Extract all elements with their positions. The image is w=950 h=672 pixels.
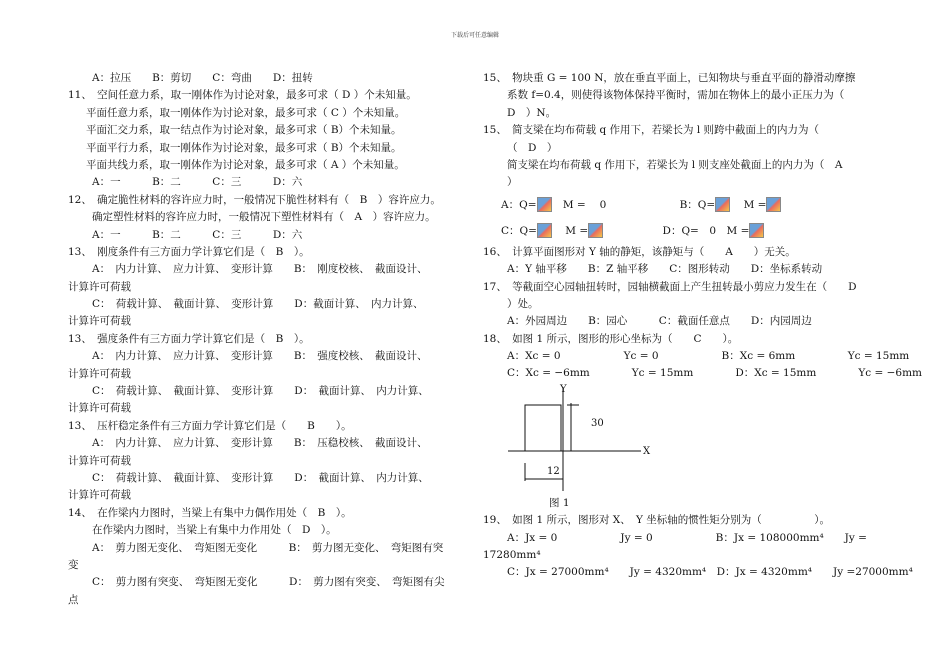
option-b-m: M =: [743, 198, 767, 211]
q14-option-cd: C： 剪力图有突变、 弯矩图无变化 D： 剪力图有突变、 弯矩图有尖: [92, 576, 445, 589]
q13b-option-cd: C： 荷载计算、 截面计算、 变形计算 D： 截面计算、 内力计算、: [92, 385, 429, 398]
q11-line: 平面共线力系，取一刚体作为讨论对象，最多可求（ A ）个未知量。: [86, 158, 405, 171]
q12-line: 确定塑性材料的容许应力时，一般情况下塑性材料有（ A ）容许应力。: [92, 211, 436, 224]
q13c-option-wrap: 计算许可荷载: [68, 454, 131, 467]
q12-question: 12、 确定脆性材料的容许应力时，一般情况下脆性材料有（ B ）容许应力。: [68, 193, 441, 206]
q13b-option-wrap: 计算许可荷载: [68, 402, 131, 415]
formula-image-icon: [537, 223, 552, 238]
right-column: [483, 70, 923, 582]
y-axis-label: Y: [560, 383, 567, 395]
option-b-label: B：Q=: [679, 198, 716, 211]
formula-image-icon: [766, 197, 781, 212]
q13b-question: 13、 强度条件有三方面力学计算它们是（ B ）。: [68, 332, 310, 345]
q15b-options-cd: [483, 218, 883, 244]
figure-caption: 图 1: [549, 496, 570, 509]
q15b-question: 15、 简支梁在均布荷载 q 作用下，若梁长为 l 则跨中截面上的内力为（: [483, 124, 820, 137]
q14-line: 在作梁内力图时，当梁上有集中力作用处（ D ）。: [92, 524, 337, 537]
formula-image-icon: [749, 223, 764, 238]
q15b-options-ab: [483, 192, 883, 218]
q17-options: A：外园周边 B：园心 C：截面任意点 D：内园周边: [507, 315, 812, 328]
q14-option-wrap: 变: [68, 558, 79, 571]
q13c-option-ab: A： 内力计算、 应力计算、 变形计算 B： 压稳校核、 截面设计、: [92, 437, 428, 450]
q11-line: 平面平行力系，取一刚体作为讨论对象，最多可求（ B）个未知量。: [86, 141, 402, 154]
q17-question-cont: ）处。: [507, 297, 539, 310]
dimension-label-12: 12: [547, 465, 560, 477]
q18-options-cd: C：Xc = −6mm Yc = 15mm D：Xc = 15mm Yc = −6mm: [507, 367, 923, 380]
q13a-option-wrap: 计算许可荷载: [68, 315, 131, 328]
q16-options: A：Y 轴平移 B：Z 轴平移 C：图形转动 D：坐标系转动: [507, 263, 823, 276]
q13b-option-ab: A： 内力计算、 应力计算、 变形计算 B： 强度校核、 截面设计、: [92, 350, 428, 363]
q13c-option-wrap: 计算许可荷载: [68, 489, 131, 502]
option-d-label: D：Q= 0 M =: [662, 224, 750, 237]
q15b-question2: 简支梁在均布荷载 q 作用下，若梁长为 l 则支座处截面上的内力为（ A: [507, 158, 843, 171]
q11-line: 平面汇交力系，取一结点作为讨论对象，最多可求（ B）个未知量。: [86, 124, 402, 137]
formula-image-icon: [588, 223, 603, 238]
q19-options-cd: C：Jx = 27000mm⁴ Jy = 4320mm⁴ D：Jx = 4320mm⁴ Jy =27000mm⁴: [507, 566, 913, 579]
figure-1: [483, 383, 883, 495]
q15a-question-cont: D ）N。: [507, 106, 557, 119]
q15b-question2-cont: ）: [507, 176, 518, 189]
q13c-question: 13、 压杆稳定条件有三方面力学计算它们是（ B ）。: [68, 419, 352, 432]
section-diagram: [483, 383, 883, 495]
option-a-label: A：Q=: [501, 198, 537, 211]
q14-question: 14、 在作梁内力图时，当梁上有集中力偶作用处（ B ）。: [68, 506, 352, 519]
left-column: [68, 70, 468, 609]
q10-options: A：拉压 B：剪切 C：弯曲 D：扭转: [92, 72, 313, 84]
q13a-question: 13、 刚度条件有三方面力学计算它们是（ B ）。: [68, 245, 310, 258]
q15a-question-cont: 系数 f=0.4，则使得该物体保持平衡时，需加在物体上的最小正压力为（: [507, 89, 845, 102]
option-c-label: C：Q=: [501, 224, 537, 237]
q13a-option-wrap: 计算许可荷载: [68, 280, 131, 293]
formula-image-icon: [715, 197, 730, 212]
q13c-option-cd: C： 荷载计算、 截面计算、 变形计算 D： 截面计算、 内力计算、: [92, 471, 429, 484]
q19-question: 19、 如图 1 所示，图形对 X、 Y 坐标轴的惯性矩分别为（ ）。: [483, 514, 831, 527]
q18-question: 18、 如图 1 所示，图形的形心坐标为（ C ）。: [483, 332, 739, 345]
q12-options: A：一 B：二 C：三 D：六: [92, 228, 303, 241]
q11-line: 平面任意力系，取一刚体作为讨论对象，最多可求（ C ）个未知量。: [86, 106, 406, 119]
q16-question: 16、 计算平面图形对 Y 轴的静矩，该静矩与（ A ）无关。: [483, 245, 796, 258]
formula-image-icon: [537, 197, 552, 212]
dimension-label-30: 30: [591, 417, 604, 429]
q11-options: A：一 B：二 C：三 D：六: [92, 176, 303, 189]
q15b-answer: （ D ）: [507, 141, 558, 154]
q18-options-ab: A：Xc = 0 Yc = 0 B：Xc = 6mm Yc = 15mm: [507, 350, 910, 363]
q11-question: 11、 空间任意力系，取一刚体作为讨论对象，最多可求（ D ）个未知量。: [68, 89, 417, 102]
q19-options-ab: A：Jx = 0 Jy = 0 B：Jx = 108000mm⁴ Jy =: [507, 531, 867, 544]
q14-option-wrap: 点: [68, 593, 79, 606]
q15a-question: 15、 物块重 G = 100 N，放在垂直平面上，已知物块与垂直平面的静滑动摩擦: [483, 72, 856, 84]
q17-question: 17、 等截面空心园轴扭转时，园轴横截面上产生扭转最小剪应力发生在（ D: [483, 280, 857, 293]
q14-option-ab: A： 剪力图无变化、 弯矩图无变化 B： 剪力图无变化、 弯矩图有突: [92, 541, 444, 554]
option-c-m: M =: [565, 224, 589, 237]
q13a-option-ab: A： 内力计算、 应力计算、 变形计算 B： 刚度校核、 截面设计、: [92, 263, 428, 276]
rectangle-section: [525, 405, 561, 451]
option-a-m: M = 0: [562, 198, 607, 211]
page-header: 下载后可任意编辑: [450, 32, 499, 39]
q13b-option-wrap: 计算许可荷载: [68, 367, 131, 380]
q13a-option-cd: C： 荷载计算、 截面计算、 变形计算 D：截面计算、 内力计算、: [92, 298, 424, 311]
x-axis-label: X: [643, 445, 651, 457]
q19-option-wrap: 17280mm⁴: [483, 549, 541, 562]
